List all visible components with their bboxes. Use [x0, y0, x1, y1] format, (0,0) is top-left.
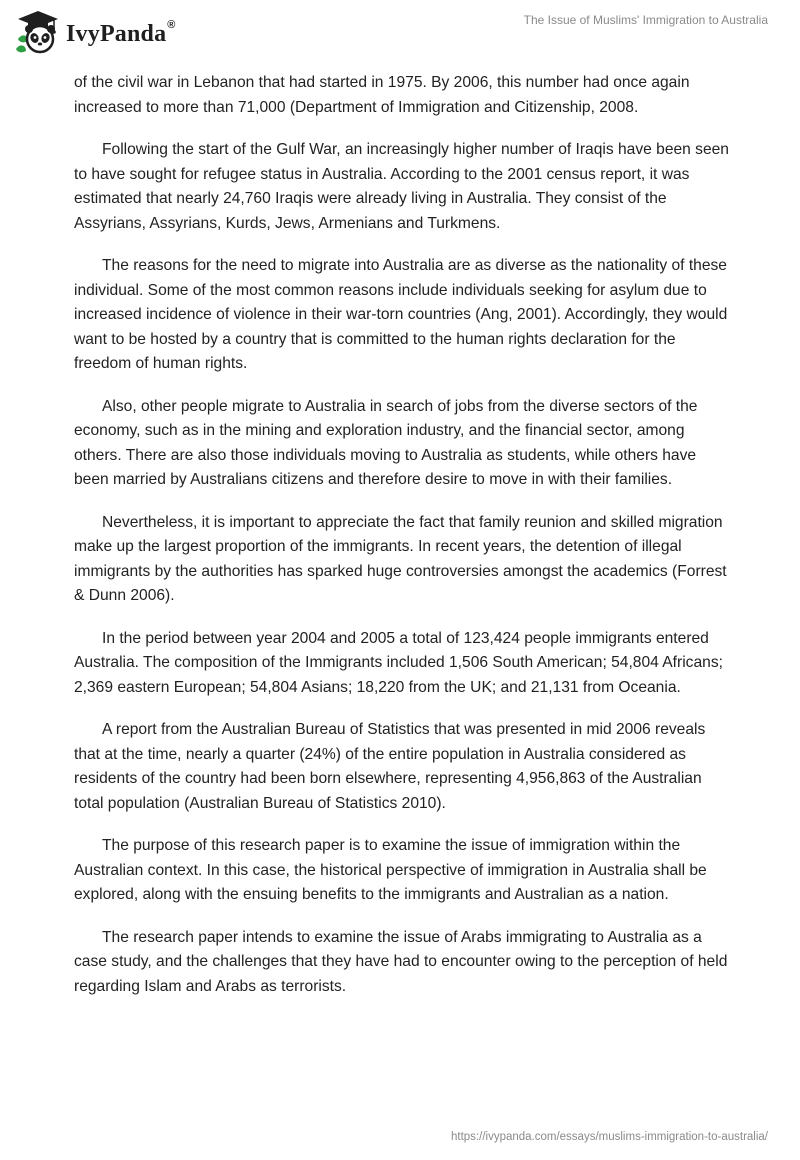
paragraph: Also, other people migrate to Australia in search of jobs from the diverse sectors of the economy, such as in the mining and exploration industry, and the financial sector, among others. There are also those individuals moving to Australia as students, while others have been married by Australians citizens and therefore desire to move in with their families.: [74, 397, 698, 488]
source-url-link[interactable]: https://ivypanda.com/essays/muslims-immigration-to-australia/: [451, 1131, 768, 1143]
paragraph: In the period between year 2004 and 2005 a total of 123,424 people immigrants entered Australia. The composition of the Immigrants included 1,506 South American; 54,804 Africans; 2,369 eastern European; 54,804 Asians; 18,220 from the UK; and 21,131 from Oceania.: [74, 629, 723, 696]
paragraph: Following the start of the Gulf War, an increasingly higher number of Iraqis have been seen to have sought for refugee status in Australia. According to the 2001 census report, it was estimated that nearly 24,760 Iraqis were already living in Australia. They consist of the Assyrians, Assyrians, Kurds, Jews, Armenians and Turkmens.: [74, 141, 729, 232]
paragraph: Nevertheless, it is important to appreciate the fact that family reunion and skilled migration make up the largest proportion of the immigrants. In recent years, the detention of illegal immigrants by the authorities has sparked huge controversies amongst the academics (Forrest & Dunn 2006).: [74, 513, 727, 604]
paragraph: The purpose of this research paper is to examine the issue of immigration within the Australian context. In this case, the historical perspective of immigration in Australia shall be explored, along with the ensuing benefits to the immigrants and Australian as a nation.: [74, 837, 707, 903]
panda-graduate-icon: [14, 9, 62, 55]
essay-body: [74, 71, 734, 1017]
registered-mark: ®: [167, 18, 176, 31]
paragraph: of the civil war in Lebanon that had started in 1975. By 2006, this number had once again increased to more than 71,000 (Department of Immigration and Citizenship, 2008.: [74, 74, 690, 116]
paragraph: The research paper intends to examine the issue of Arabs immigrating to Australia as a case study, and the challenges that they have had to encounter owing to the perception of held regarding Islam and Arabs as terrorists.: [74, 928, 728, 995]
brand-name: IvyPanda®: [66, 18, 176, 47]
ivypanda-logo[interactable]: [14, 9, 176, 55]
paragraph: The reasons for the need to migrate into Australia are as diverse as the nationality of these individual. Some of the most common reasons include individuals seeking for asylum due to increased incidence of violence in their war-torn countries (Ang, 2001). Accordingly, they would want to be hosted by a country that is committed to the human rights declaration for the freedom of human rights.: [74, 257, 728, 372]
page-header: [0, 0, 800, 70]
document-title: The Issue of Muslims' Immigration to Australia: [523, 13, 768, 27]
paragraph: A report from the Australian Bureau of Statistics that was presented in mid 2006 reveals that at the time, nearly a quarter (24%) of the entire population in Australia considered as residents of the country had been born elsewhere, representing 4,956,863 of the Australian total population (Australian Bureau of Statistics 2010).: [74, 721, 706, 812]
